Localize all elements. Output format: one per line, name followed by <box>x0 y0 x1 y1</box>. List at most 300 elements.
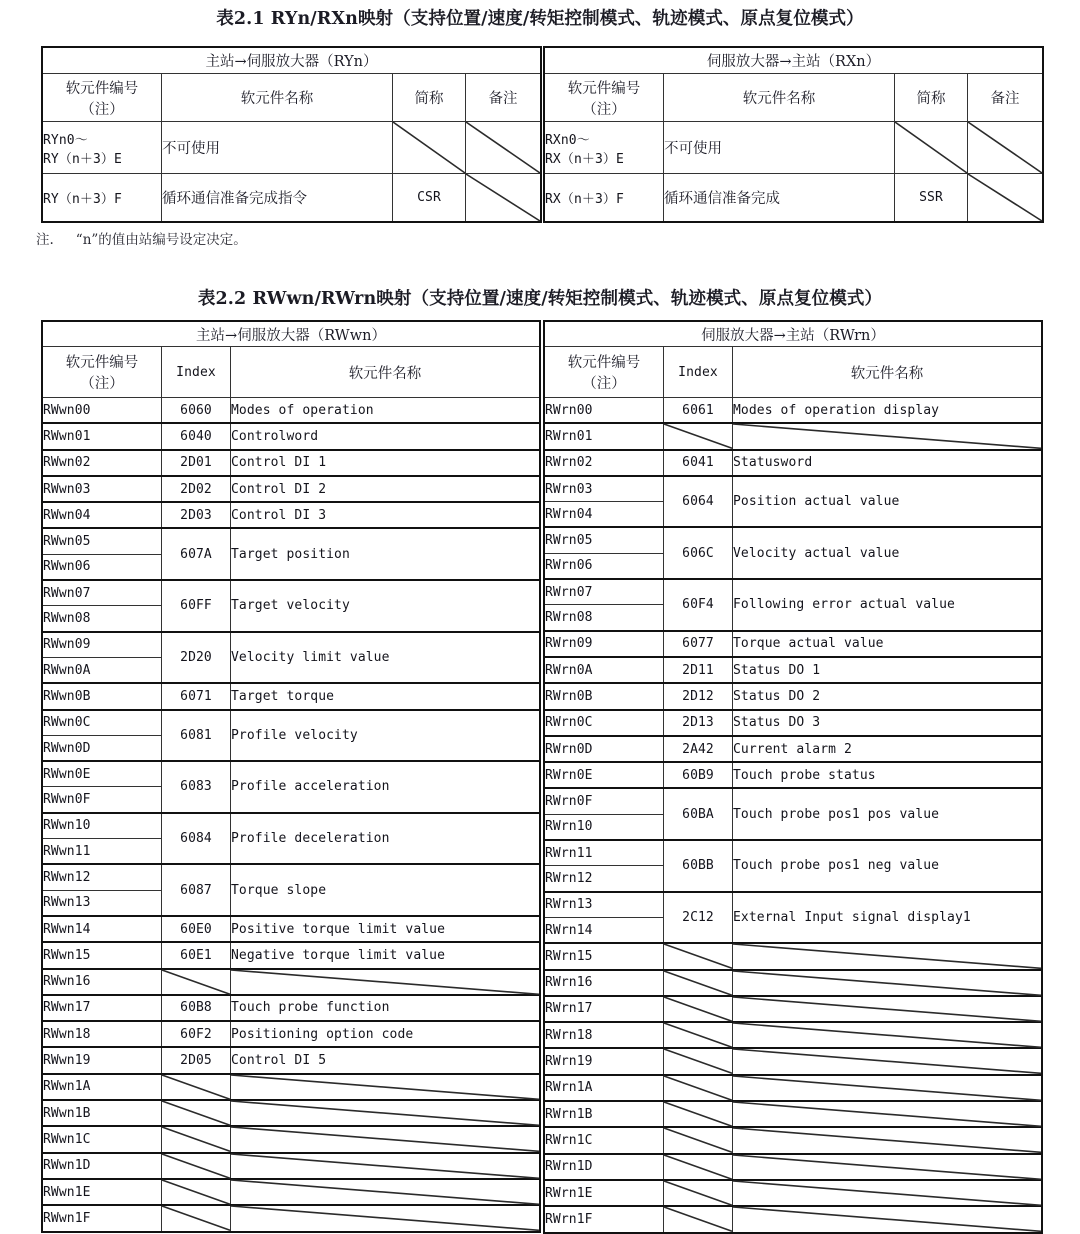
cell-device-name <box>733 1075 1043 1101</box>
table-row <box>42 528 540 554</box>
cell-index: 2D01 <box>162 450 231 476</box>
cell-device-name: Target position <box>231 528 541 580</box>
table-row <box>42 995 540 1021</box>
empty-index-slash-icon <box>664 1049 732 1073</box>
cell-device-name: Torque actual value <box>733 631 1043 657</box>
table-title: 伺服放大器→主站（RXn） <box>544 47 1043 74</box>
cell-device-number: RWrn10 <box>544 814 664 840</box>
cell-index: 6060 <box>162 398 231 424</box>
cell-index: 6061 <box>664 398 733 424</box>
cell-index <box>664 1101 733 1127</box>
table-row <box>42 942 540 968</box>
empty-index-slash-icon <box>664 1207 732 1231</box>
cell-device-number: RWwn09 <box>42 632 162 658</box>
empty-index-slash-icon <box>664 1181 732 1205</box>
table-row <box>544 970 1042 996</box>
table-row <box>42 969 540 995</box>
cell-index <box>162 969 231 995</box>
cell-device-number: RWwn1B <box>42 1100 162 1126</box>
table-row <box>544 657 1042 683</box>
table-row <box>42 423 540 449</box>
table-row <box>42 813 540 839</box>
cell-device-name: Controlword <box>231 423 541 449</box>
table-2-2-servo-to-master <box>543 320 1043 1234</box>
cell-device-name <box>231 1205 541 1231</box>
table-2-2-caption: 表2.2 RWwn/RWrn映射（支持位置/速度/转矩控制模式、轨迹模式、原点复位模式） <box>197 289 883 309</box>
cell-index: 6084 <box>162 813 231 865</box>
cell-device-name: Control DI 1 <box>231 450 541 476</box>
cell-index: 6041 <box>664 450 733 476</box>
table-body <box>42 47 541 222</box>
table-row <box>544 710 1042 736</box>
table-row <box>544 1180 1042 1206</box>
empty-name-slash-icon <box>733 971 1041 995</box>
cell-device-name <box>733 970 1043 996</box>
cell-device-number: RWwn14 <box>42 916 162 942</box>
cell-device-number: RWrn12 <box>544 866 664 892</box>
cell-device-name <box>733 1101 1043 1127</box>
cell-device-name: Touch probe function <box>231 995 541 1021</box>
cell-device-number: RWwn03 <box>42 476 162 502</box>
empty-name-slash-icon <box>733 424 1041 448</box>
cell-index <box>162 1153 231 1179</box>
cell-device-name: Position actual value <box>733 476 1043 528</box>
cell-device-number: RWrn0B <box>544 683 664 709</box>
empty-name-slash-icon <box>733 1049 1041 1073</box>
table-row <box>544 174 1043 223</box>
cell-device-number: RWrn19 <box>544 1048 664 1074</box>
header-index: Index <box>162 347 231 398</box>
empty-name-slash-icon <box>733 1207 1041 1231</box>
table-row <box>42 1047 540 1073</box>
table-row <box>42 710 540 736</box>
table-2-1-note <box>36 228 247 248</box>
empty-name-slash-icon <box>733 1128 1041 1152</box>
empty-index-slash-icon <box>162 1075 230 1099</box>
cell-device-number: RX（n＋3）F <box>544 174 664 223</box>
cell-index <box>664 1206 733 1232</box>
header-device-name: 软元件名称 <box>162 74 393 122</box>
table-row <box>42 450 540 476</box>
cell-index: 2D12 <box>664 683 733 709</box>
cell-device-number: RWrn00 <box>544 398 664 424</box>
cell-device-number: RWwn06 <box>42 554 162 580</box>
table-row <box>544 122 1043 174</box>
empty-name-slash-icon <box>733 1181 1041 1205</box>
empty-index-slash-icon <box>162 1206 230 1230</box>
empty-name-slash-icon <box>733 1155 1041 1179</box>
cell-device-number: RWwn01 <box>42 423 162 449</box>
header-device-number: 软元件编号 （注） <box>544 74 664 122</box>
empty-cell-slash-icon <box>466 174 540 221</box>
cell-device-number: RWrn0A <box>544 657 664 683</box>
cell-device-name: Negative torque limit value <box>231 942 541 968</box>
table-header-row <box>42 74 541 122</box>
table-body <box>42 321 540 1232</box>
cell-device-name: Touch probe pos1 pos value <box>733 788 1043 840</box>
cell-device-number: RWrn1B <box>544 1101 664 1127</box>
cell-device-number: RWrn1C <box>544 1127 664 1153</box>
table-title-row <box>42 321 540 347</box>
cell-index: 6071 <box>162 683 231 709</box>
empty-name-slash-icon <box>733 997 1041 1021</box>
table-row <box>42 1126 540 1152</box>
cell-device-name: Following error actual value <box>733 579 1043 631</box>
cell-device-number: RWwn1D <box>42 1153 162 1179</box>
table-title-row <box>42 47 541 74</box>
cell-device-name: 循环通信准备完成 <box>664 174 895 223</box>
cell-abbreviation <box>895 122 968 174</box>
empty-name-slash-icon <box>231 1101 539 1125</box>
table-2-1-caption: 表2.1 RYn/RXn映射（支持位置/速度/转矩控制模式、轨迹模式、原点复位模式） <box>216 9 864 29</box>
cell-index: 6077 <box>664 631 733 657</box>
header-device-name: 软元件名称 <box>664 74 895 122</box>
cell-device-name <box>733 1180 1043 1206</box>
table-row <box>544 1154 1042 1180</box>
cell-device-number: RY（n＋3）F <box>42 174 162 223</box>
cell-device-number: RWwn11 <box>42 839 162 865</box>
table-row <box>544 527 1042 553</box>
cell-remark <box>466 122 542 174</box>
table-2-1-servo-to-master <box>543 46 1044 223</box>
cell-device-number: RWrn09 <box>544 631 664 657</box>
table-row <box>544 943 1042 969</box>
empty-name-slash-icon <box>231 970 539 994</box>
cell-device-name: Profile deceleration <box>231 813 541 865</box>
header-device-number: 软元件编号 （注） <box>544 347 664 398</box>
table-row <box>42 1021 540 1047</box>
table-row <box>544 1022 1042 1048</box>
note-label: 注. <box>36 232 54 248</box>
cell-index <box>162 1179 231 1205</box>
cell-device-name <box>733 1022 1043 1048</box>
table-row <box>544 423 1042 449</box>
header-device-number: 软元件编号 （注） <box>42 347 162 398</box>
table-title: 主站→伺服放大器（RYn） <box>42 47 541 74</box>
cell-device-number: RWwn08 <box>42 606 162 632</box>
cell-index: 60B9 <box>664 762 733 788</box>
cell-device-name: Control DI 3 <box>231 502 541 528</box>
cell-device-name: Status DO 2 <box>733 683 1043 709</box>
empty-name-slash-icon <box>733 1023 1041 1047</box>
cell-device-name: Positioning option code <box>231 1021 541 1047</box>
cell-device-name: Target torque <box>231 683 541 709</box>
cell-abbreviation: CSR <box>393 174 466 223</box>
cell-device-number: RWrn04 <box>544 502 664 528</box>
table-title-row <box>544 47 1043 74</box>
cell-device-name: Velocity actual value <box>733 527 1043 579</box>
table-row <box>544 631 1042 657</box>
table-body <box>544 47 1043 222</box>
cell-device-number: RWrn15 <box>544 943 664 969</box>
cell-device-name: Touch probe status <box>733 762 1043 788</box>
table-row <box>544 996 1042 1022</box>
cell-device-name: 循环通信准备完成指令 <box>162 174 393 223</box>
cell-index: 2D02 <box>162 476 231 502</box>
empty-cell-slash-icon <box>393 122 465 173</box>
header-device-name: 软元件名称 <box>231 347 541 398</box>
cell-device-number: RWwn19 <box>42 1047 162 1073</box>
cell-index <box>664 1075 733 1101</box>
header-abbreviation: 简称 <box>393 74 466 122</box>
table-row <box>42 122 541 174</box>
empty-name-slash-icon <box>231 1180 539 1204</box>
empty-index-slash-icon <box>162 1127 230 1151</box>
cell-device-number: RXn0～ RX（n＋3）E <box>544 122 664 174</box>
cell-device-name: Modes of operation <box>231 398 541 424</box>
cell-index <box>162 1074 231 1100</box>
cell-device-number: RWwn18 <box>42 1021 162 1047</box>
table-row <box>42 683 540 709</box>
table-row <box>544 1075 1042 1101</box>
cell-device-number: RWrn14 <box>544 917 664 943</box>
table-row <box>42 398 540 424</box>
cell-device-name <box>231 1074 541 1100</box>
cell-index <box>664 423 733 449</box>
table-row <box>42 476 540 502</box>
table-row <box>544 683 1042 709</box>
cell-device-name <box>733 423 1043 449</box>
empty-name-slash-icon <box>231 1075 539 1099</box>
table-row <box>42 1074 540 1100</box>
cell-device-number: RWrn0F <box>544 788 664 814</box>
cell-abbreviation: SSR <box>895 174 968 223</box>
table-row <box>544 579 1042 605</box>
cell-device-number: RWrn18 <box>544 1022 664 1048</box>
cell-index: 60B8 <box>162 995 231 1021</box>
cell-device-number: RWrn0C <box>544 710 664 736</box>
header-index: Index <box>664 347 733 398</box>
cell-index: 60E0 <box>162 916 231 942</box>
table-row <box>544 762 1042 788</box>
cell-index: 6064 <box>664 476 733 528</box>
cell-index: 6083 <box>162 761 231 813</box>
cell-index <box>664 1022 733 1048</box>
cell-index: 2D20 <box>162 632 231 684</box>
cell-device-name: Positive torque limit value <box>231 916 541 942</box>
empty-index-slash-icon <box>664 424 732 448</box>
table-header-row <box>544 74 1043 122</box>
empty-name-slash-icon <box>733 1076 1041 1100</box>
header-device-name: 软元件名称 <box>733 347 1043 398</box>
cell-index: 60BB <box>664 840 733 892</box>
table-title: 伺服放大器→主站（RWrn） <box>544 321 1042 347</box>
cell-device-name: Control DI 5 <box>231 1047 541 1073</box>
cell-device-number: RWwn00 <box>42 398 162 424</box>
cell-device-name <box>231 1126 541 1152</box>
cell-remark <box>968 174 1044 223</box>
cell-index <box>664 970 733 996</box>
cell-device-number: RWrn08 <box>544 605 664 631</box>
cell-index: 2D03 <box>162 502 231 528</box>
cell-device-number: RWwn0E <box>42 761 162 787</box>
empty-index-slash-icon <box>664 1128 732 1152</box>
cell-device-name <box>231 969 541 995</box>
table-row <box>544 450 1042 476</box>
table-header-row <box>42 347 540 398</box>
empty-index-slash-icon <box>162 970 230 994</box>
cell-index <box>162 1100 231 1126</box>
cell-device-name: Touch probe pos1 neg value <box>733 840 1043 892</box>
cell-device-name: Current alarm 2 <box>733 736 1043 762</box>
empty-name-slash-icon <box>733 1102 1041 1126</box>
empty-name-slash-icon <box>231 1154 539 1178</box>
empty-name-slash-icon <box>733 944 1041 968</box>
cell-device-name <box>733 1206 1043 1232</box>
table-row <box>42 1153 540 1179</box>
cell-device-number: RWrn0E <box>544 762 664 788</box>
cell-device-number: RWrn1F <box>544 1206 664 1232</box>
header-abbreviation: 简称 <box>895 74 968 122</box>
cell-device-number: RWwn07 <box>42 580 162 606</box>
empty-name-slash-icon <box>231 1127 539 1151</box>
table-row <box>42 580 540 606</box>
cell-device-name: Status DO 1 <box>733 657 1043 683</box>
cell-index: 2D05 <box>162 1047 231 1073</box>
cell-device-number: RWrn01 <box>544 423 664 449</box>
cell-device-name: Statusword <box>733 450 1043 476</box>
cell-index <box>664 943 733 969</box>
cell-device-number: RYn0～ RY（n＋3）E <box>42 122 162 174</box>
cell-device-number: RWrn1E <box>544 1180 664 1206</box>
cell-device-number: RWrn02 <box>544 450 664 476</box>
cell-index <box>664 1180 733 1206</box>
cell-index <box>162 1126 231 1152</box>
cell-index <box>162 1205 231 1231</box>
cell-device-number: RWwn13 <box>42 890 162 916</box>
cell-device-name <box>231 1153 541 1179</box>
empty-index-slash-icon <box>664 997 732 1021</box>
cell-device-name: Profile velocity <box>231 710 541 762</box>
empty-index-slash-icon <box>664 971 732 995</box>
cell-device-name <box>231 1100 541 1126</box>
table-row <box>42 1100 540 1126</box>
cell-device-name: 不可使用 <box>162 122 393 174</box>
table-row <box>544 476 1042 502</box>
cell-device-number: RWrn11 <box>544 840 664 866</box>
table-2-1-master-to-servo <box>41 46 542 223</box>
cell-device-name: 不可使用 <box>664 122 895 174</box>
cell-index: 6040 <box>162 423 231 449</box>
cell-index: 2A42 <box>664 736 733 762</box>
cell-device-number: RWwn0C <box>42 710 162 736</box>
table-2-2-master-to-servo <box>41 320 541 1233</box>
cell-index: 607A <box>162 528 231 580</box>
cell-index: 2D13 <box>664 710 733 736</box>
cell-device-number: RWwn1C <box>42 1126 162 1152</box>
cell-device-name: Target velocity <box>231 580 541 632</box>
header-device-number: 软元件编号 （注） <box>42 74 162 122</box>
cell-device-name: Status DO 3 <box>733 710 1043 736</box>
cell-device-number: RWwn1A <box>42 1074 162 1100</box>
cell-index <box>664 1154 733 1180</box>
table-row <box>42 1205 540 1231</box>
empty-index-slash-icon <box>664 1155 732 1179</box>
cell-device-number: RWwn0D <box>42 735 162 761</box>
table-body <box>544 321 1042 1233</box>
cell-device-number: RWrn0D <box>544 736 664 762</box>
table-row <box>42 632 540 658</box>
empty-cell-slash-icon <box>968 122 1042 173</box>
note-text: “n”的值由站编号设定决定。 <box>75 232 247 248</box>
table-row <box>544 398 1042 424</box>
cell-device-name: Profile acceleration <box>231 761 541 813</box>
cell-device-number: RWwn04 <box>42 502 162 528</box>
cell-device-number: RWrn16 <box>544 970 664 996</box>
cell-device-name: Control DI 2 <box>231 476 541 502</box>
header-remark: 备注 <box>968 74 1044 122</box>
cell-device-number: RWrn03 <box>544 476 664 502</box>
cell-device-number: RWwn10 <box>42 813 162 839</box>
cell-device-name: Modes of operation display <box>733 398 1043 424</box>
table-row <box>42 502 540 528</box>
cell-device-name <box>231 1179 541 1205</box>
cell-device-name <box>733 1154 1043 1180</box>
table-title: 主站→伺服放大器（RWwn） <box>42 321 540 347</box>
cell-device-number: RWrn13 <box>544 892 664 918</box>
cell-device-number: RWwn0B <box>42 683 162 709</box>
header-remark: 备注 <box>466 74 542 122</box>
table-header-row <box>544 347 1042 398</box>
cell-index: 2D11 <box>664 657 733 683</box>
table-row <box>544 1101 1042 1127</box>
cell-device-number: RWwn0A <box>42 657 162 683</box>
cell-index: 6087 <box>162 864 231 916</box>
cell-index: 60F4 <box>664 579 733 631</box>
empty-index-slash-icon <box>162 1180 230 1204</box>
cell-device-number: RWwn15 <box>42 942 162 968</box>
cell-device-number: RWwn12 <box>42 864 162 890</box>
cell-index: 2C12 <box>664 892 733 944</box>
cell-device-number: RWrn1A <box>544 1075 664 1101</box>
empty-index-slash-icon <box>664 1076 732 1100</box>
empty-cell-slash-icon <box>895 122 967 173</box>
cell-device-name <box>733 1048 1043 1074</box>
cell-device-name <box>733 1127 1043 1153</box>
cell-index <box>664 1048 733 1074</box>
cell-device-number: RWwn0F <box>42 787 162 813</box>
table-row <box>544 736 1042 762</box>
table-row <box>544 1206 1042 1232</box>
empty-index-slash-icon <box>664 944 732 968</box>
cell-device-number: RWwn1F <box>42 1205 162 1231</box>
empty-cell-slash-icon <box>968 174 1042 221</box>
cell-device-name <box>733 996 1043 1022</box>
cell-device-number: RWrn1D <box>544 1154 664 1180</box>
table-row <box>544 892 1042 918</box>
table-row <box>544 1127 1042 1153</box>
cell-remark <box>968 122 1044 174</box>
table-row <box>544 840 1042 866</box>
table-row <box>42 174 541 223</box>
cell-device-name: Torque slope <box>231 864 541 916</box>
table-row <box>544 1048 1042 1074</box>
table-row <box>42 761 540 787</box>
cell-index <box>664 1127 733 1153</box>
cell-device-number: RWrn05 <box>544 527 664 553</box>
cell-index: 60FF <box>162 580 231 632</box>
cell-device-number: RWrn06 <box>544 553 664 579</box>
empty-index-slash-icon <box>162 1154 230 1178</box>
cell-index: 6081 <box>162 710 231 762</box>
empty-index-slash-icon <box>162 1101 230 1125</box>
table-row <box>544 788 1042 814</box>
cell-device-name <box>733 943 1043 969</box>
cell-abbreviation <box>393 122 466 174</box>
table-title-row <box>544 321 1042 347</box>
cell-device-number: RWwn1E <box>42 1179 162 1205</box>
cell-index: 606C <box>664 527 733 579</box>
